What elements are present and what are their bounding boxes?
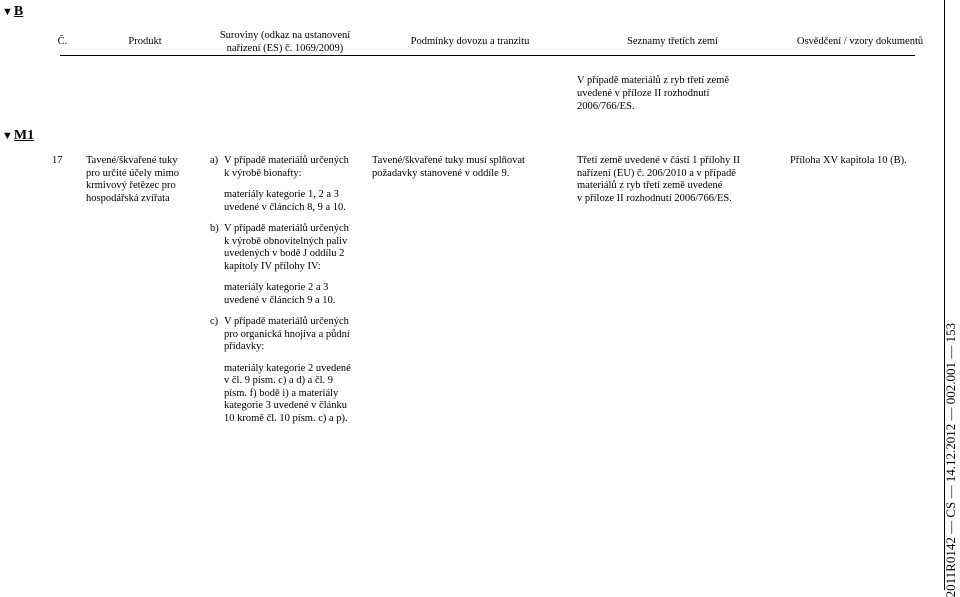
amendment-marker-m1: [2, 128, 34, 144]
raw-item-a: a) V případě materiálů určených k výrobě bionafty: materiály kategorie 1, 2 a 3 uvedené v článcích 8, 9 a 10.: [210, 155, 349, 213]
row-product: Tavené/škvařené tuky pro určité účely mimo krmivový řetězec pro hospodářská zvířata: [86, 155, 180, 204]
row-conditions: Tavené/škvařené tuky musí splňovat požadavky stanovené v oddíle 9.: [372, 155, 525, 179]
header-number: Č.: [57, 36, 68, 47]
previous-row-fragment: V případě materiálů z ryb třetí země uvedené v příloze II rozhodnutí 2006/766/ES.: [577, 75, 729, 112]
header-raw-materials: Suroviny (odkaz na ustanovení nařízení (ES) č. 1069/2009): [219, 30, 351, 54]
marker-label: B: [13, 4, 24, 19]
triangle-down-icon: ▼: [2, 130, 13, 142]
header-rule: [60, 55, 915, 56]
raw-item-c: c) V případě materiálů určených pro organická hnojiva a půdní přídavky: materiály kategorie 2 uvedené v čl. 9 písm. c) a d) a čl. 9 písm. f) bodě i) a materiály kategorie 3 uvedené v článku 10 kromě čl. 10 písm. c) a p).: [210, 316, 351, 424]
raw-item-b: b) V případě materiálů určených k výrobě obnovitelných paliv uvedených v bodě J oddílu 2 kapitoly IV přílohy IV: materiály kategorie 2 a 3 uvedené v článcích 9 a 10.: [210, 223, 349, 306]
row-number: 17: [52, 155, 63, 166]
amendment-marker-b: [2, 4, 23, 20]
header-product: Produkt: [128, 36, 162, 47]
triangle-down-icon: ▼: [2, 6, 13, 18]
marker-label: M1: [13, 128, 35, 143]
row-countries: Třetí země uvedené v části 1 přílohy II nařízení (EU) č. 206/2010 a v případě materiálů z ryb třetí země uvedené v příloze II rozhodnutí 2006/766/ES.: [577, 155, 740, 204]
document-identifier: 2011R0142 — CS — 14.12.2012 — 002.001 — 153: [942, 322, 958, 597]
header-certificates: Osvědčení / vzory dokumentů: [796, 36, 924, 47]
header-countries: Seznamy třetích zemí: [627, 36, 718, 47]
header-conditions: Podmínky dovozu a tranzitu: [410, 36, 530, 47]
row-certificates: Příloha XV kapitola 10 (B).: [790, 155, 907, 166]
row-raw-materials: [210, 155, 365, 425]
